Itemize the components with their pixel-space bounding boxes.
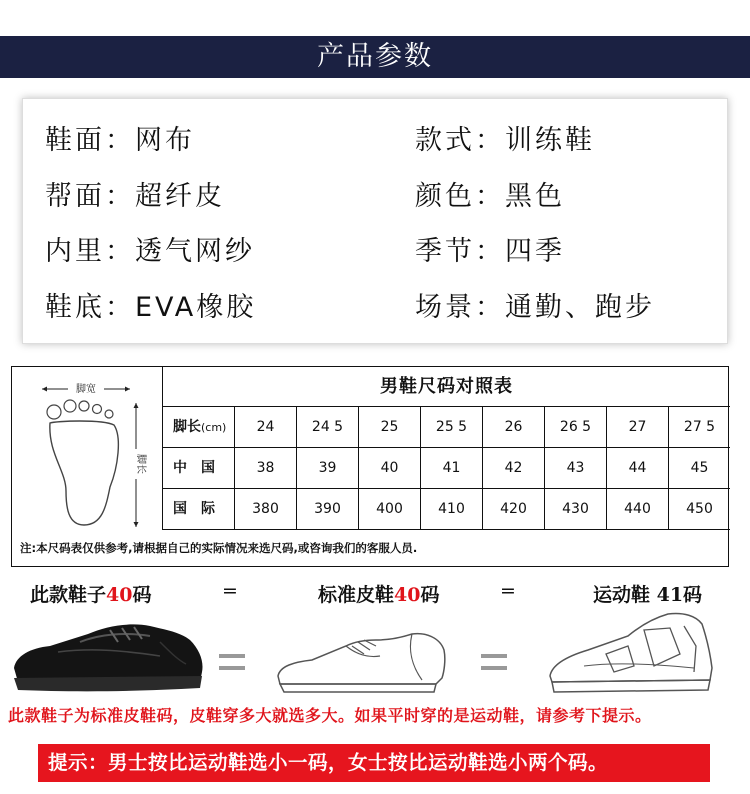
size-cell: 450 (668, 489, 730, 529)
cmp2-suffix: 码 (420, 584, 440, 606)
table-row (163, 407, 730, 448)
tip-banner: 提示：男士按比运动鞋选小一码，女士按比运动鞋选小两个码。 (38, 744, 710, 782)
param-sole: 鞋底：EVA橡胶 (45, 292, 257, 323)
size-cell: 390 (296, 489, 358, 529)
cmp1-prefix: 此款鞋子 (30, 584, 107, 606)
param-row (23, 232, 727, 272)
param-row (23, 121, 727, 161)
equals-graphic (481, 654, 507, 674)
comparison-equals-1: = (222, 580, 238, 602)
foot-measure-diagram (12, 367, 163, 530)
size-cell: 45 (668, 448, 730, 488)
size-cell: 44 (606, 448, 668, 488)
size-cell: 430 (544, 489, 606, 529)
cmp2-size: 40 (394, 584, 421, 606)
size-cell: 40 (358, 448, 420, 488)
size-advice-note: 此款鞋子为标准皮鞋码，皮鞋穿多大就选多大。如果平时穿的是运动鞋，请参考下提示。 (8, 706, 652, 725)
leather-shoe-outline-icon (272, 620, 452, 698)
foot-outline-icon (12, 367, 163, 530)
size-cell: 27 (606, 407, 668, 447)
row-label (163, 407, 234, 447)
param-row (23, 288, 727, 328)
size-cell: 25 (358, 407, 420, 447)
foot-width-label: 脚宽 (76, 384, 96, 395)
param-row (23, 177, 727, 217)
size-cell: 26 (482, 407, 544, 447)
size-cell: 26 5 (544, 407, 606, 447)
foot-length-label: 脚长 (135, 454, 146, 474)
section-header: 产品参数 (0, 36, 750, 78)
row-label-text: 脚长 (173, 419, 201, 435)
size-cell: 410 (420, 489, 482, 529)
param-scene: 场景：通勤、跑步 (415, 292, 655, 323)
size-cell: 400 (358, 489, 420, 529)
size-cell: 25 5 (420, 407, 482, 447)
row-label-unit: (cm) (201, 421, 227, 434)
param-vamp: 帮面：超纤皮 (45, 181, 225, 212)
cmp1-size: 40 (106, 584, 133, 606)
comparison-this-shoe (30, 580, 151, 607)
size-cell: 440 (606, 489, 668, 529)
size-cell: 420 (482, 489, 544, 529)
equals-graphic (219, 654, 245, 674)
param-style: 款式：训练鞋 (415, 125, 595, 156)
comparison-sneaker: 运动鞋 41码 (593, 584, 703, 606)
black-training-shoe-icon (10, 612, 210, 696)
row-label: 中 国 (173, 460, 215, 476)
param-color: 颜色：黑色 (415, 181, 565, 212)
size-cell: 380 (234, 489, 296, 529)
sneaker-outline-icon (544, 606, 720, 698)
size-cell: 24 (234, 407, 296, 447)
size-chart-note: 注:本尺码表仅供参考,请根据自己的实际情况来选尺码,或咨询我们的客服人员. (20, 541, 418, 555)
size-chart (11, 366, 729, 567)
size-cell: 39 (296, 448, 358, 488)
size-cell: 27 5 (668, 407, 730, 447)
size-cell: 24 5 (296, 407, 358, 447)
size-grid (163, 407, 730, 530)
table-row (163, 448, 730, 489)
size-cell: 41 (420, 448, 482, 488)
size-cell: 42 (482, 448, 544, 488)
param-season: 季节：四季 (415, 236, 565, 267)
table-row (163, 489, 730, 530)
comparison-equals-2: = (500, 580, 516, 602)
param-upper-material: 鞋面：网布 (45, 125, 195, 156)
cmp1-suffix: 码 (132, 584, 152, 606)
size-cell: 38 (234, 448, 296, 488)
cmp2-prefix: 标准皮鞋 (318, 584, 395, 606)
comparison-leather-shoe (318, 580, 439, 607)
params-box (22, 98, 728, 344)
row-label: 国 际 (173, 501, 215, 517)
param-lining: 内里：透气网纱 (45, 236, 255, 267)
size-cell: 43 (544, 448, 606, 488)
size-chart-title: 男鞋尺码对照表 (163, 367, 730, 407)
